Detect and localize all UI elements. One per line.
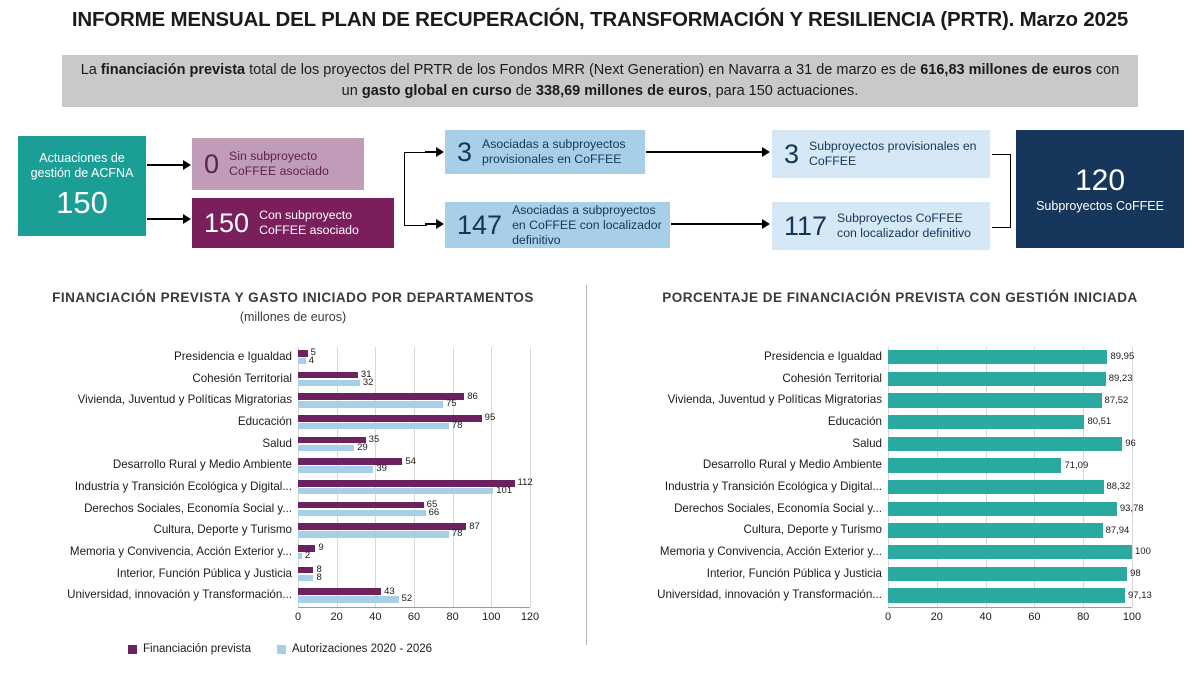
bar-value-label: 8: [316, 564, 322, 575]
bar: [298, 480, 515, 487]
bar-value-label: 87,94: [1105, 524, 1130, 536]
chart1-subtitle: (millones de euros): [239, 310, 347, 324]
bar: [298, 488, 493, 495]
bar-value-label: 31: [360, 369, 372, 380]
flow-node-subproyectos-provisionales-label: Subproyectos provisionales en CoFFEE: [809, 139, 977, 168]
chart1-legend-item-autorizaciones: [277, 643, 432, 655]
bar-value-label: 5: [310, 347, 316, 359]
flow-node-con-subproyecto: [192, 198, 394, 248]
page-title: INFORME MENSUAL DEL PLAN DE RECUPERACIÓN, TRANSFORMACIÓN Y RESILIENCIA (PRTR). Marzo 2025: [71, 8, 1129, 31]
bar-value-label: 87,52: [1104, 394, 1129, 406]
gridline: [491, 347, 492, 607]
bar-value-label: 88,32: [1106, 481, 1131, 493]
flow-node-total-subproyectos: [1016, 130, 1184, 248]
x-axis-tick: 20: [930, 611, 943, 623]
bar: [298, 531, 449, 538]
x-axis-tick: 80: [446, 611, 459, 623]
bar-value-label: 71,09: [1064, 459, 1089, 471]
category-label: Salud: [262, 436, 292, 450]
bar-value-label: 32: [362, 376, 374, 388]
category-label: Educación: [237, 414, 292, 428]
x-axis-tick: 0: [884, 611, 892, 623]
bar-value-label: 29: [357, 441, 368, 453]
chart1-plot-area: [20, 345, 566, 635]
category-label: Industria y Transición Ecológica y Digital...: [664, 479, 882, 493]
category-label: Vivienda, Juventud y Políticas Migratorias: [667, 393, 882, 407]
arrow-actuaciones-to-con: [147, 214, 192, 224]
x-axis-tick: 120: [520, 611, 540, 623]
chart2-title: PORCENTAJE DE FINANCIACIÓN PREVISTA CON GESTIÓN INICIADA: [662, 290, 1138, 305]
bar: [298, 588, 381, 595]
bar: [888, 567, 1127, 581]
x-axis-tick: 60: [407, 611, 421, 623]
flow-node-sin-subproyecto-label: Sin subproyecto CoFFEE asociado: [229, 149, 329, 178]
bar-value-label: 54: [405, 455, 416, 467]
bar-value-label: 9: [318, 542, 324, 554]
flow-node-con-subproyecto-label: Con subproyecto CoFFEE asociado: [259, 208, 359, 237]
bar: [888, 588, 1125, 602]
flow-node-actuaciones-value: 150: [56, 185, 108, 220]
bar-value-label: 8: [316, 571, 322, 583]
summary-text-3: con un: [341, 62, 1120, 99]
bar-value-label: 78: [451, 528, 463, 540]
flow-node-subproyectos-provisionales: [772, 130, 990, 178]
bracket-split-left: [404, 152, 427, 226]
flow-node-asociadas-provisionales-label: Asociadas a subproyectos provisionales en CoFFEE: [482, 137, 626, 166]
flow-node-total-subproyectos-label: Subproyectos CoFFEE: [1036, 198, 1164, 213]
bar: [888, 523, 1103, 537]
bar: [298, 358, 306, 365]
bar-value-label: 78: [451, 420, 463, 432]
bar-value-label: 75: [446, 398, 457, 410]
x-axis: [298, 607, 530, 608]
summary-bold-gasto: gasto global en curso: [361, 83, 512, 99]
summary-bold-importe-gasto: 338,69 millones de euros: [535, 83, 708, 99]
bar-value-label: 100: [1135, 546, 1151, 558]
bar: [888, 480, 1104, 494]
category-label: Salud: [852, 436, 882, 450]
chart2-plot-area: [620, 345, 1180, 635]
arrow-to-subproyectos-definitivo: [671, 219, 771, 229]
bar: [298, 596, 399, 603]
summary-text-5: , para 150 actuaciones.: [707, 83, 859, 99]
bar-value-label: 66: [428, 506, 440, 518]
flow-node-asociadas-definitivo-label: Asociadas a subproyectos en CoFFEE con localizador definitivo: [512, 202, 662, 247]
chart1-title: FINANCIACIÓN PREVISTA Y GASTO INICIADO POR DEPARTAMENTOS: [52, 290, 534, 305]
flow-node-sin-subproyecto-value: 0: [204, 148, 220, 179]
arrow-actuaciones-to-sin: [147, 160, 192, 170]
flow-diagram: [0, 120, 1200, 260]
arrow-split-to-provisionales: [425, 147, 445, 157]
bar: [298, 567, 313, 574]
bar: [298, 575, 313, 582]
chart1-legend-item-financiacion: [128, 643, 251, 655]
bar-value-label: 89,95: [1110, 351, 1135, 363]
flow-node-asociadas-definitivo-value: 147: [457, 209, 503, 240]
bar: [298, 350, 308, 357]
bar-value-label: 98: [1130, 567, 1141, 579]
bar-value-label: 39: [376, 463, 387, 475]
bar-value-label: 35: [368, 434, 380, 445]
bar: [298, 423, 449, 430]
arrow-to-subproyectos-provisionales: [646, 147, 772, 157]
flow-node-subproyectos-provisionales-value: 3: [784, 138, 800, 169]
category-label: Memoria y Convivencia, Acción Exterior y...: [69, 544, 292, 558]
category-label: Cohesión Territorial: [782, 371, 882, 385]
bar: [298, 372, 358, 379]
gridline: [375, 347, 376, 607]
bar-value-label: 112: [517, 477, 533, 489]
category-label: Derechos Sociales, Economía Social y...: [84, 501, 292, 515]
bar: [888, 372, 1106, 386]
flow-node-asociadas-provisionales-value: 3: [457, 136, 473, 167]
bar: [298, 523, 466, 530]
bar: [298, 380, 360, 387]
arrow-split-to-definitivo: [425, 219, 445, 229]
bracket-merge-right: [992, 154, 1011, 228]
x-axis-tick: 40: [979, 611, 992, 623]
summary-banner: [62, 55, 1138, 107]
bar-value-label: 52: [401, 593, 413, 605]
flow-node-subproyectos-definitivo: [772, 202, 990, 250]
bar: [298, 466, 373, 473]
flow-node-con-subproyecto-value: 150: [204, 207, 250, 238]
flow-node-asociadas-definitivo: [445, 202, 670, 248]
bar: [888, 350, 1107, 364]
flow-node-asociadas-provisionales: [445, 130, 645, 174]
bar-value-label: 80,51: [1087, 416, 1112, 428]
x-axis-tick: 100: [1122, 611, 1142, 623]
legend-label-financiacion: Financiación prevista: [143, 643, 252, 655]
category-label: Interior, Función Pública y Justicia: [706, 566, 882, 580]
bar: [298, 393, 464, 400]
category-label: Cultura, Deporte y Turismo: [153, 523, 292, 537]
gridline: [414, 347, 415, 607]
legend-swatch-financiacion: [128, 645, 137, 654]
flow-node-actuaciones-label: Actuaciones de gestión de ACFNA: [30, 151, 134, 180]
bar-value-label: 101: [496, 485, 513, 497]
bar: [298, 502, 424, 509]
summary-text-2: total de los proyectos del PRTR de los Fondos MRR (Next Generation) en Navarra a 31 de marzo es de: [245, 62, 921, 78]
summary-bold-importe-total: 616,83 millones de euros: [920, 62, 1092, 78]
category-label: Presidencia e Igualdad: [174, 349, 292, 363]
bar: [298, 401, 443, 408]
summary-text-4: de: [511, 83, 536, 99]
flow-node-subproyectos-definitivo-label: Subproyectos CoFFEE con localizador definitivo: [837, 211, 972, 240]
category-label: Desarrollo Rural y Medio Ambiente: [702, 458, 882, 472]
summary-text-1: La: [80, 62, 101, 78]
flow-node-sin-subproyecto: [192, 138, 364, 190]
category-label: Vivienda, Juventud y Políticas Migratorias: [77, 393, 292, 407]
summary-bold-financiacion: financiación prevista: [100, 62, 246, 78]
bar-value-label: 93,78: [1119, 502, 1144, 514]
bar-value-label: 87: [469, 520, 480, 532]
x-axis-tick: 20: [330, 611, 343, 623]
bar-value-label: 95: [484, 412, 496, 424]
bar: [298, 553, 302, 560]
x-axis-tick: 80: [1077, 611, 1090, 623]
bar-value-label: 4: [308, 355, 315, 367]
bar: [298, 510, 426, 517]
section-divider: [586, 285, 587, 645]
bar: [298, 437, 366, 444]
flow-node-total-subproyectos-value: 120: [1074, 163, 1126, 197]
x-axis: [888, 607, 1132, 608]
legend-label-autorizaciones: Autorizaciones 2020 - 2026: [292, 643, 433, 655]
x-axis-tick: 100: [482, 611, 501, 623]
category-label: Memoria y Convivencia, Acción Exterior y...: [659, 544, 882, 558]
category-label: Cultura, Deporte y Turismo: [743, 523, 882, 537]
gridline: [453, 347, 454, 607]
bar-value-label: 97,13: [1127, 589, 1152, 601]
flow-node-subproyectos-definitivo-value: 117: [784, 210, 828, 241]
bar-value-label: 89,23: [1108, 372, 1133, 384]
category-label: Derechos Sociales, Economía Social y...: [674, 501, 882, 515]
bar-value-label: 86: [467, 390, 478, 402]
bar: [888, 502, 1117, 516]
flow-node-actuaciones: [18, 136, 146, 236]
bar-value-label: 2: [304, 550, 311, 562]
x-axis-tick: 40: [369, 611, 382, 623]
bar-value-label: 43: [384, 585, 395, 597]
bar-value-label: 65: [426, 499, 438, 510]
bar: [888, 393, 1102, 407]
x-axis-tick: 60: [1028, 611, 1041, 623]
x-axis-tick: 0: [294, 611, 302, 623]
category-label: Interior, Función Pública y Justicia: [116, 566, 292, 580]
category-label: Cohesión Territorial: [192, 371, 292, 385]
bar-value-label: 96: [1125, 437, 1136, 449]
bar: [888, 437, 1122, 451]
bar: [888, 415, 1084, 429]
category-label: Educación: [827, 414, 882, 428]
bar: [888, 458, 1061, 472]
category-label: Presidencia e Igualdad: [764, 349, 882, 363]
category-label: Desarrollo Rural y Medio Ambiente: [112, 458, 292, 472]
legend-swatch-autorizaciones: [277, 645, 286, 654]
bar: [298, 445, 354, 452]
category-label: Universidad, innovación y Transformación...: [657, 588, 882, 602]
category-label: Universidad, innovación y Transformación...: [67, 588, 292, 602]
category-label: Industria y Transición Ecológica y Digital...: [74, 479, 292, 493]
bar: [888, 545, 1132, 559]
